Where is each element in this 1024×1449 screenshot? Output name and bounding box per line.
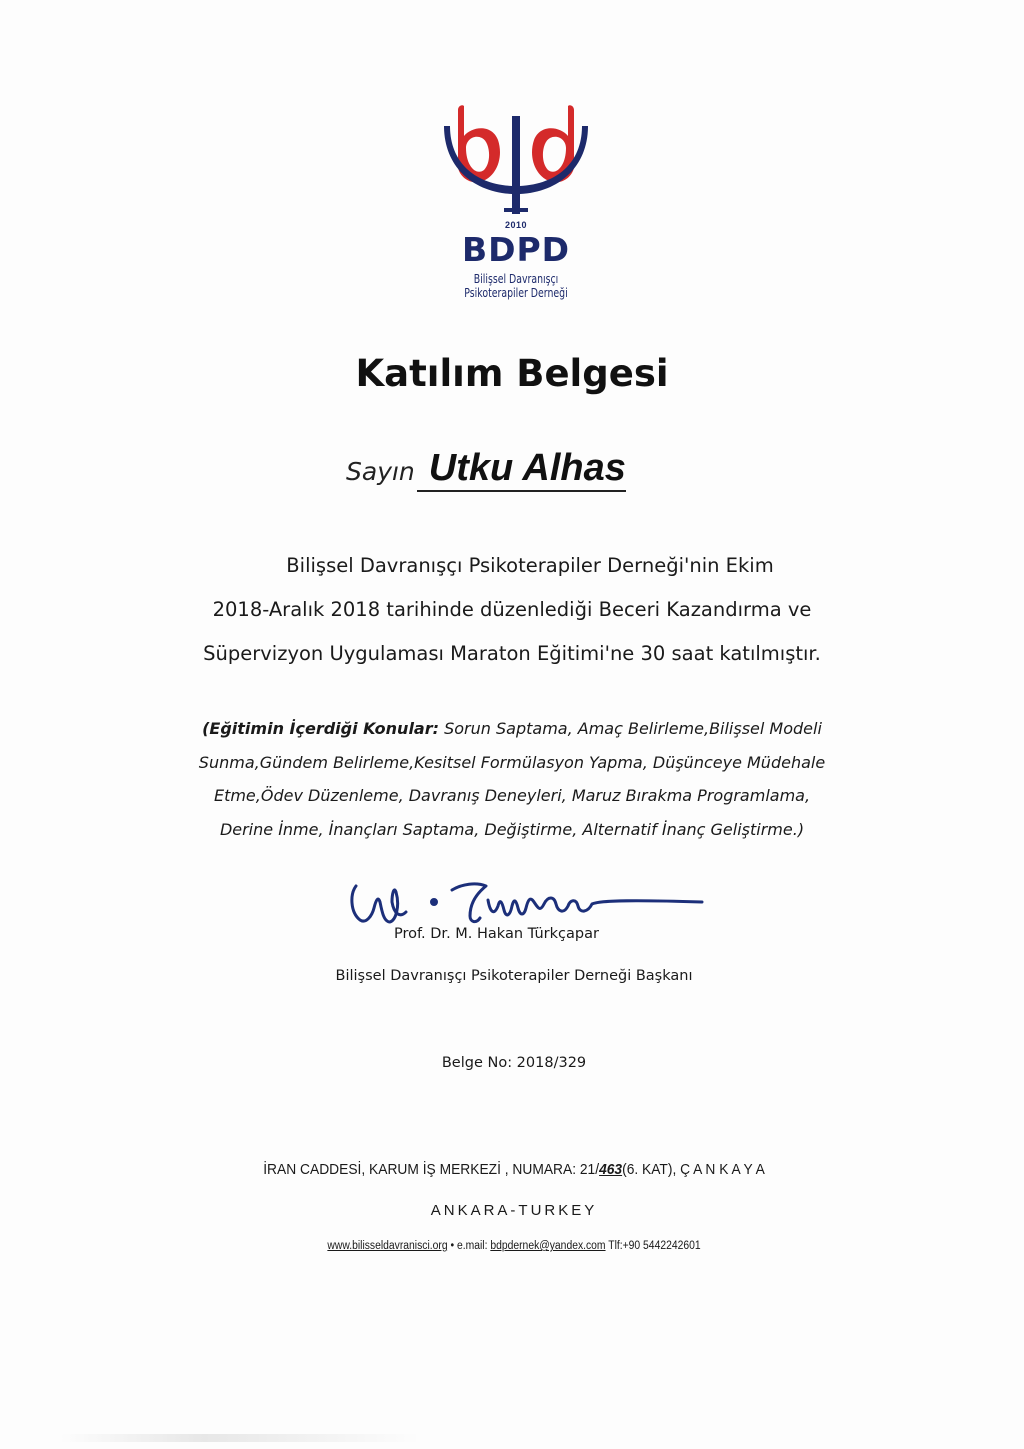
address-number: 463 bbox=[599, 1161, 623, 1178]
footer-contact bbox=[51, 1240, 976, 1252]
body-line-2: 2018-Aralık 2018 tarihinde düzenlediği Beceri Kazandırma ve bbox=[212, 598, 812, 621]
phone-number: Tlf:+90 5442242601 bbox=[605, 1240, 701, 1252]
signer-name: Prof. Dr. M. Hakan Türkçapar bbox=[394, 926, 599, 942]
topics-line-4: Derine İnme, İnançları Saptama, Değiştirme, Alternatif İnanç Geliştirme.) bbox=[219, 819, 805, 839]
email-link[interactable]: bdpdernek@yandex.com bbox=[490, 1240, 606, 1252]
footer-address bbox=[41, 1161, 987, 1178]
certificate-title: Katılım Belgesi bbox=[355, 352, 669, 395]
logo-acronym: BDPD bbox=[461, 230, 571, 269]
address-part-2: (6. KAT), Ç A N K A Y A bbox=[622, 1161, 765, 1178]
bdpd-logo bbox=[432, 96, 600, 312]
body-line-3: Süpervizyon Uygulaması Maraton Eğitimi'ne 30 saat katılmıştır. bbox=[203, 642, 821, 665]
topics-line-1 bbox=[140, 712, 884, 746]
email-label: • e.mail: bbox=[447, 1240, 491, 1252]
topics-lead: (Eğitimin İçerdiği Konular: bbox=[202, 719, 440, 738]
salutation: Sayın bbox=[346, 457, 415, 486]
document-number: Belge No: 2018/329 bbox=[441, 1055, 587, 1071]
footer-city: ANKARA-TURKEY bbox=[430, 1202, 598, 1219]
certificate-body bbox=[140, 544, 884, 676]
logo-year: 2010 bbox=[504, 220, 528, 230]
topics-line-2: Sunma,Gündem Belirleme,Kesitsel Formülasyon Yapma, Düşünceye Müdehale bbox=[198, 752, 826, 772]
signer-role: Bilişsel Davranışçı Psikoterapiler Derneği Başkanı bbox=[335, 968, 693, 984]
scan-artifact bbox=[60, 1434, 420, 1442]
handwritten-signature bbox=[340, 872, 710, 932]
training-topics bbox=[140, 712, 884, 846]
topics-line-3: Etme,Ödev Düzenleme, Davranış Deneyleri, Maruz Bırakma Programlama, bbox=[213, 786, 811, 805]
recipient-name: Utku Alhas bbox=[417, 446, 626, 492]
logo-subtitle-line2: Psikoterapiler Derneği bbox=[464, 286, 568, 300]
psi-logo-icon bbox=[432, 96, 600, 226]
recipient-line bbox=[346, 446, 626, 496]
logo-subtitle-line1: Bilişsel Davranışçı bbox=[473, 272, 559, 286]
body-line-1: Bilişsel Davranışçı Psikoterapiler Derneği'nin Ekim bbox=[286, 554, 774, 577]
topics-line-1-rest: Sorun Saptama, Amaç Belirleme,Bilişsel Modeli bbox=[439, 719, 822, 738]
address-part-1: İRAN CADDESİ, KARUM İŞ MERKEZİ , NUMARA: 21/ bbox=[263, 1161, 600, 1178]
website-link[interactable]: www.bilisseldavranisci.org bbox=[327, 1240, 448, 1252]
